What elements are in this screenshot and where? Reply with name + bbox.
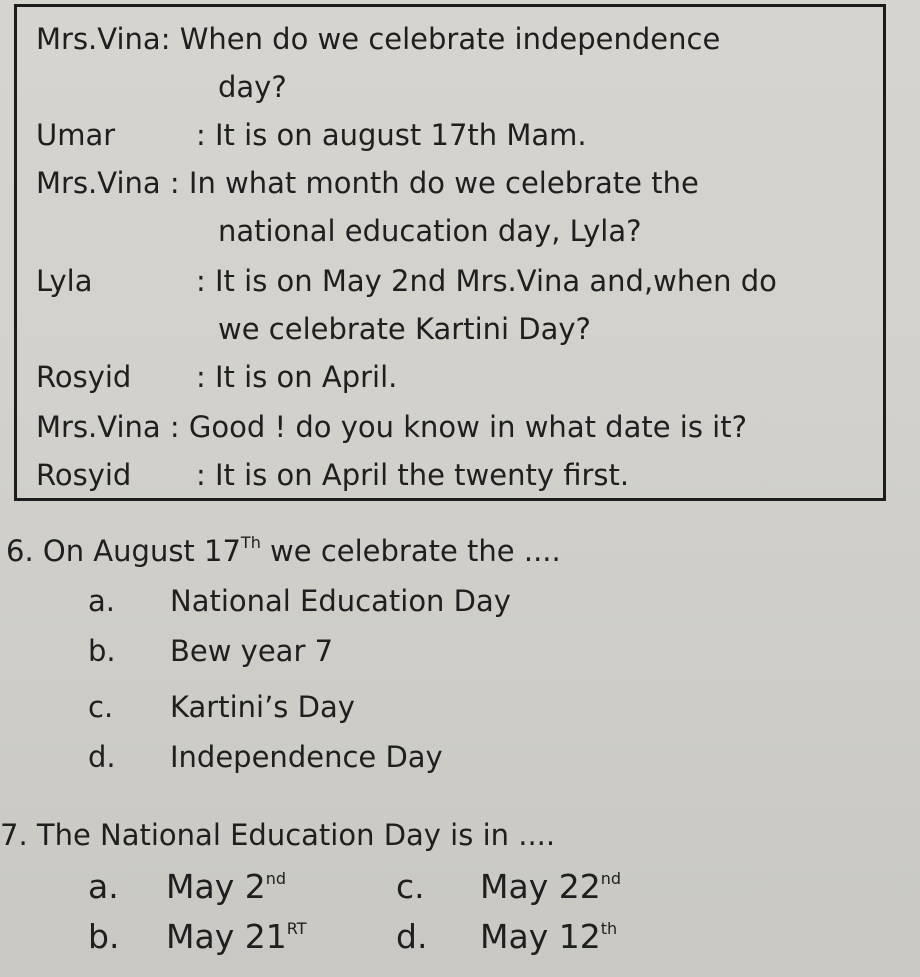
q6-option-c-text: Kartini’s Day: [170, 690, 355, 724]
q7-option-c-value: [480, 867, 622, 906]
dialogue-line-4: [196, 264, 777, 298]
dialogue-text: It is on May 2nd Mrs.Vina and,when do: [215, 264, 777, 298]
q7-option-a-letter: a.: [88, 867, 119, 906]
question-6-stem: [6, 534, 561, 568]
q7-option-d-letter: d.: [396, 917, 428, 956]
dialogue-text: It is on April the twenty first.: [215, 458, 630, 492]
month: May: [166, 917, 235, 956]
day: 22: [558, 867, 601, 906]
q6-option-a-letter: a.: [88, 584, 115, 618]
dialogue-line-1: [36, 22, 720, 56]
dialogue-line-4-cont: we celebrate Kartini Day?: [218, 312, 591, 346]
q6-option-c-letter: c.: [88, 690, 114, 724]
separator: :: [196, 118, 215, 152]
separator: :: [196, 360, 215, 394]
dialogue-line-3: [36, 166, 699, 200]
q7-option-b-letter: b.: [88, 917, 120, 956]
q6-option-d-text: Independence Day: [170, 740, 443, 774]
ordinal-suffix: Th: [240, 533, 261, 553]
dialogue-text: It is on august 17th Mam.: [215, 118, 587, 152]
separator: :: [160, 410, 189, 444]
dialogue-text: When do we celebrate independence: [179, 22, 721, 56]
dialogue-line-6: [36, 410, 747, 444]
q6-option-a-text: National Education Day: [170, 584, 511, 618]
question-6-prefix: 6. On August 17: [6, 534, 241, 568]
dialogue-text: It is on April.: [215, 360, 398, 394]
speaker-name: Mrs.Vina: [36, 410, 161, 444]
separator: :: [160, 166, 189, 200]
q6-option-b-text: Bew year 7: [170, 634, 334, 668]
month: May: [166, 867, 235, 906]
separator: :: [196, 264, 215, 298]
q7-option-b-value: [166, 917, 307, 956]
question-6-suffix: we celebrate the ....: [260, 534, 561, 568]
dialogue-text: Good ! do you know in what date is it?: [188, 410, 747, 444]
speaker-name: Mrs.Vina: [36, 166, 161, 200]
dialogue-text: In what month do we celebrate the: [188, 166, 699, 200]
speaker-name-lyla: Lyla: [36, 264, 93, 298]
ordinal-suffix: nd: [600, 869, 622, 888]
q7-option-c-letter: c.: [396, 867, 425, 906]
question-7-stem: 7. The National Education Day is in ....: [0, 818, 556, 852]
day: 21: [244, 917, 287, 956]
month: May: [480, 917, 549, 956]
dialogue-line-1-cont: day?: [218, 70, 287, 104]
day: 12: [558, 917, 601, 956]
speaker-name-umar: Umar: [36, 118, 116, 152]
ordinal-suffix: nd: [265, 869, 287, 888]
separator: :: [196, 458, 215, 492]
speaker-name-rosyid: Rosyid: [36, 360, 132, 394]
q7-option-a-value: [166, 867, 287, 906]
q6-option-b-letter: b.: [88, 634, 116, 668]
dialogue-line-3-cont: national education day, Lyla?: [218, 214, 642, 248]
q7-option-d-value: [480, 917, 618, 956]
dialogue-line-7: [196, 458, 629, 492]
day: 2: [244, 867, 266, 906]
dialogue-line-2: [196, 118, 587, 152]
speaker-name: Mrs.Vina: [36, 22, 161, 56]
dialogue-line-5: [196, 360, 397, 394]
speaker-name-rosyid-2: Rosyid: [36, 458, 132, 492]
q6-option-d-letter: d.: [88, 740, 116, 774]
month: May: [480, 867, 549, 906]
separator: :: [160, 22, 180, 56]
ordinal-suffix: RT: [286, 919, 307, 938]
ordinal-suffix: th: [600, 919, 618, 938]
